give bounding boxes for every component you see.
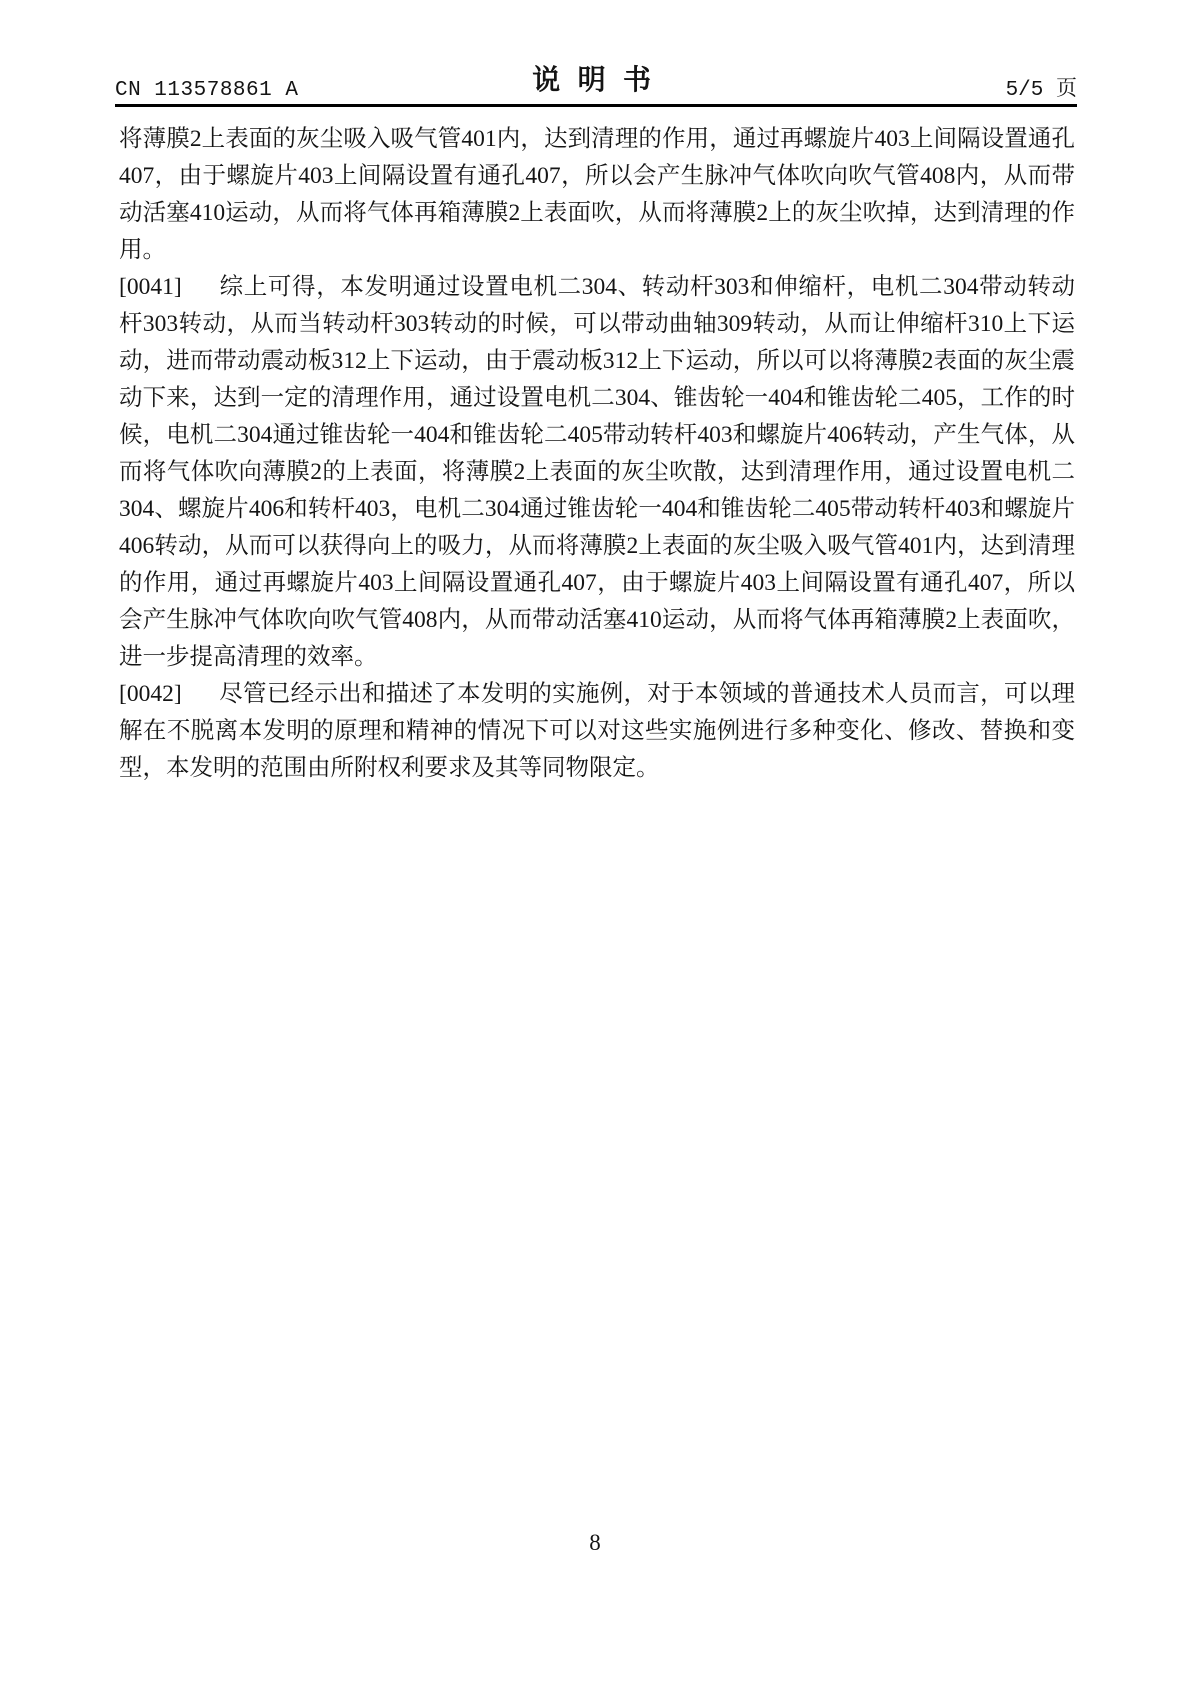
paragraph-text: 综上可得，本发明通过设置电机二304、转动杆303和伸缩杆，电机二304带动转动杆303转动，从而当转动杆303转动的时候，可以带动曲轴309转动，从而让伸缩杆310上下运动，进而带动震动板312上下运动，由于震动板312上下运动，所以可以将薄膜2表面的灰尘震动下来，达到一定的清理作用，通过设置电机二304、锥齿轮一404和锥齿轮二405，工作的时候，电机二304通过锥齿轮一404和锥齿轮二405带动转杆403和螺旋片406转动，产生气体，从而将气体吹向薄膜2的上表面，将薄膜2上表面的灰尘吹散，达到清理作用，通过设置电机二304、螺旋片406和转杆403，电机二304通过锥齿轮一404和锥齿轮二405带动转杆403和螺旋片406转动，从而可以获得向上的吸力，从而将薄膜2上表面的灰尘吸入吸气管401内，达到清理的作用，通过再螺旋片403上间隔设置通孔407，由于螺旋片403上间隔设置有通孔407，所以会产生脉冲气体吹向吹气管408内，从而带动活塞410运动，从而将气体再箱薄膜2上表面吹，进一步提高清理的效率。 — [119, 274, 1075, 670]
footer-page-number: 8 — [589, 1530, 601, 1555]
paragraph-number: [0042] — [119, 681, 182, 707]
header-divider — [115, 104, 1077, 107]
paragraph — [119, 269, 1075, 676]
page-header — [115, 58, 1077, 102]
paragraph — [119, 676, 1075, 787]
paragraph-text: 将薄膜2上表面的灰尘吸入吸气管401内，达到清理的作用，通过再螺旋片403上间隔设置通孔407，由于螺旋片403上间隔设置有通孔407，所以会产生脉冲气体吹向吹气管408内，从而带动活塞410运动，从而将气体再箱薄膜2上表面吹，从而将薄膜2上的灰尘吹掉，达到清理的作用。 — [119, 126, 1075, 263]
paragraph-text: 尽管已经示出和描述了本发明的实施例，对于本领域的普通技术人员而言，可以理解在不脱离本发明的原理和精神的情况下可以对这些实施例进行多种变化、修改、替换和变型，本发明的范围由所附权利要求及其等同物限定。 — [119, 681, 1075, 781]
paragraph — [119, 121, 1075, 269]
description-body — [119, 121, 1075, 787]
page-indicator: 5/5 页 — [1005, 79, 1077, 102]
paragraph-number: [0041] — [119, 274, 182, 300]
page-title: 说明书 — [532, 64, 669, 95]
document-number: CN 113578861 A — [115, 79, 299, 102]
